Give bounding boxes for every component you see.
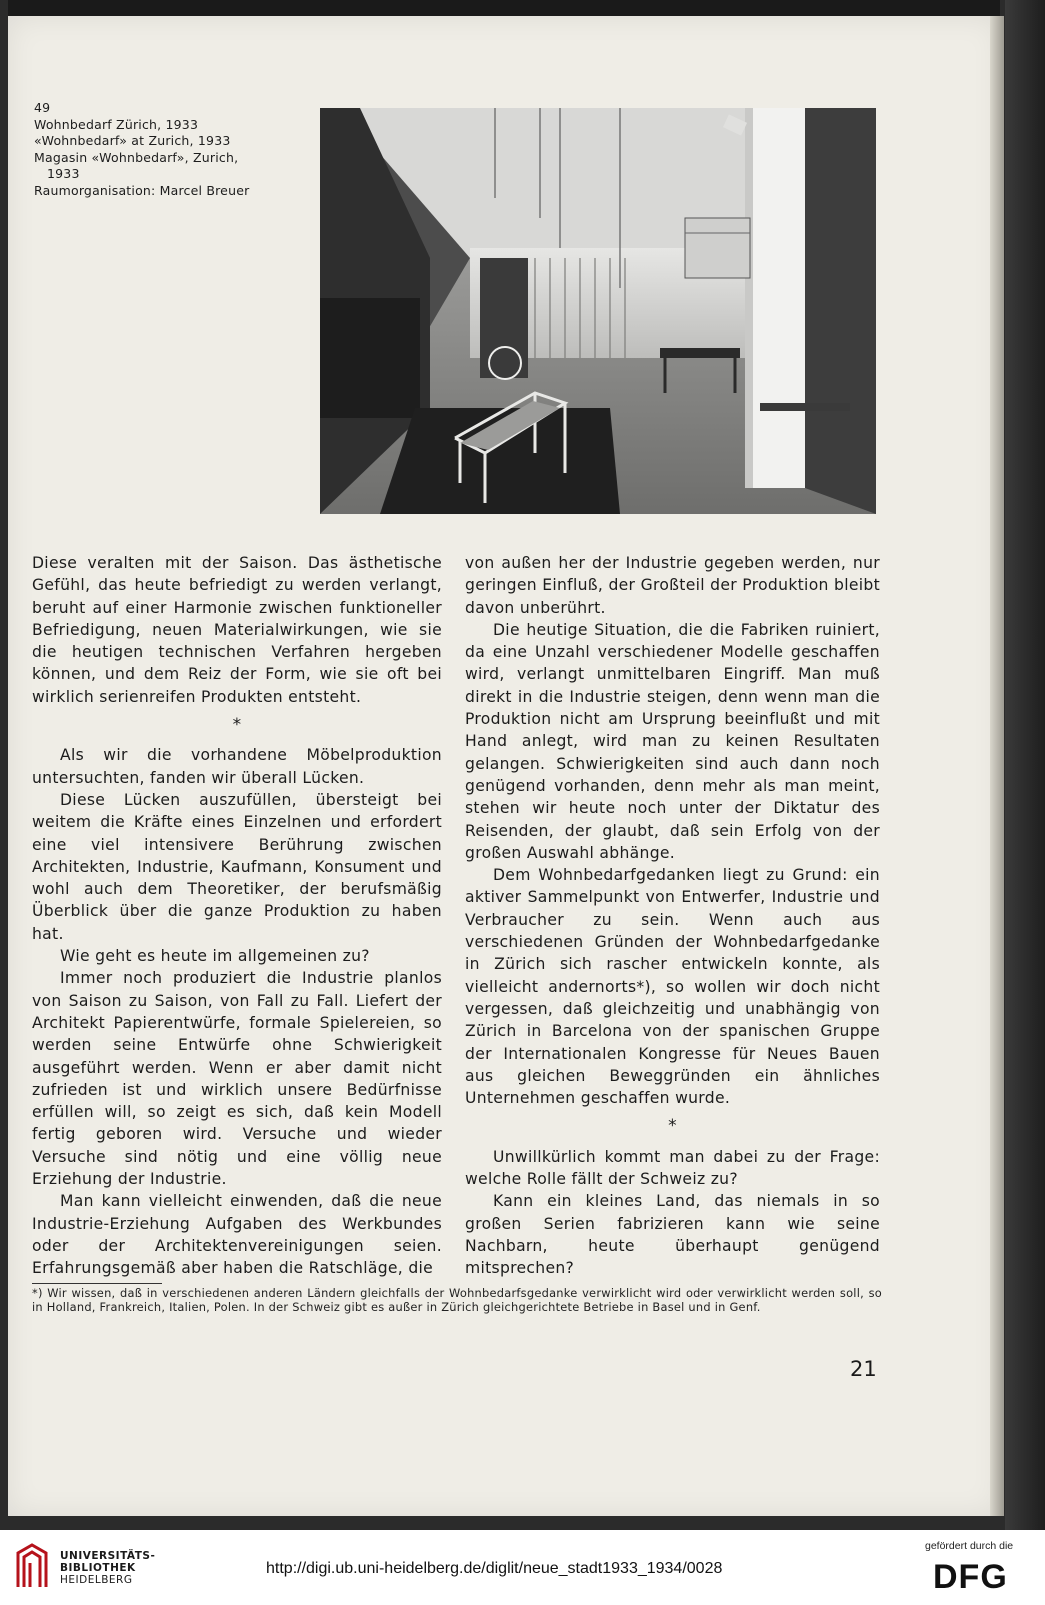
paragraph: Man kann vielleicht einwenden, daß die neue Industrie-Erziehung Aufgaben des Werkbundes oder der Architektenvereinigungen seien. Erfahrungsgemäß aber haben die Ratschläge, die xyxy=(32,1192,442,1278)
paragraph: von außen her der Industrie gegeben werden, nur geringen Einfluß, der Großteil der Produktion bleibt davon unberührt. xyxy=(465,554,880,617)
showroom-photo xyxy=(320,108,876,514)
figure-number: 49 xyxy=(34,100,51,115)
funded-by-label: gefördert durch die xyxy=(925,1540,1014,1552)
library-name xyxy=(60,1550,155,1586)
library-name-line: UNIVERSITÄTS- xyxy=(60,1550,156,1562)
paragraph: Wie geht es heute im allgemeinen zu? xyxy=(60,947,370,966)
showroom-photo-illustration xyxy=(320,108,876,514)
page-number: 21 xyxy=(850,1357,877,1381)
paragraph: Dem Wohnbedarfgedanken liegt zu Grund: ein aktiver Sammelpunkt von Entwerfer, Industrie und Verbraucher zu sein. Wenn auch aus verschiedenen Gründen der Wohnbedarfgedanke in Zürich sich rascher entwickeln konnte, als vielleicht andernorts*), so wollen wir doch nicht vergessen, daß gleichzeitig und unabhängig von Zürich in Barcelona von der spanischen Gruppe der Internationalen Kongresse für Neues Bauen aus gleichen Beweggründen ein ähnliches Unternehmen geschaffen wurde. xyxy=(465,866,880,1108)
paragraph: Kann ein kleines Land, das niemals in so großen Serien fabrizieren kann wie seine Nachbarn, heute überhaupt genügend mitsprechen? xyxy=(465,1192,880,1278)
page-edge xyxy=(990,16,1004,1516)
figure-caption xyxy=(34,100,304,199)
paragraph: Diese veralten mit der Saison. Das ästhetische Gefühl, das heute befriedigt zu werden verlangt, beruht auf einer Harmonie zwischen funktioneller Befriedigung, neuen Materialwirkungen, wie sie die heutigen technischen Verfahren hergeben können, und dem Reiz der Form, wie sie oft bei wirklich serienreifen Produkten entsteht. xyxy=(32,554,442,706)
paragraph: Diese Lücken auszufüllen, übersteigt bei weitem die Kräfte eines Einzelnen und erfordert eine viel intensivere Berührung zwischen Architekten, Industrie, Kaufmann, Konsument und wohl auch dem Theoretiker, der berufsmäßig Überblick über die ganze Produktion zu haben hat. xyxy=(32,790,442,943)
library-name-line: HEIDELBERG xyxy=(60,1574,133,1586)
text-column-left xyxy=(32,552,442,1280)
footnote: *) Wir wissen, daß in verschiedenen anderen Ländern gleichfalls der Wohnbedarfsgedanke verwirklicht wird oder verwirklicht werden soll, so in Holland, Frankreich, Italien, Polen. In der Schweiz gibt es außer in Zürich gleichgerichtete Betriebe in Basel und in Genf. xyxy=(32,1286,882,1314)
paragraph: Immer noch produziert die Industrie planlos von Saison zu Saison, von Fall zu Fall. Liefert der Architekt Papierentwürfe, formale Spielereien, so werden seine Entwürfe ohne Schwierigkeit ausgeführt werden. Wenn er aber damit nicht zufrieden ist und wirklich unsere Bedürfnisse erfüllen will, so zeigt es sich, daß kein Modell fertig geboren wird. Versuche und wieder Versuche sind nötig und eine völlig neue Erziehung der Industrie. xyxy=(32,969,442,1189)
caption-line: Raumorganisation: Marcel Breuer xyxy=(34,182,250,198)
footnote-rule xyxy=(32,1283,162,1284)
scan-top-border xyxy=(8,0,1000,16)
dfg-logo: DFG xyxy=(933,1558,1008,1596)
caption-line: «Wohnbedarf» at Zurich, 1933 xyxy=(34,133,231,148)
section-divider: * xyxy=(232,715,242,736)
paragraph: Unwillkürlich kommt man dabei zu der Frage: welche Rolle fällt der Schweiz zu? xyxy=(465,1147,880,1189)
caption-line: Magasin «Wohnbedarf», Zurich, xyxy=(34,149,239,165)
paragraph: Die heutige Situation, die die Fabriken ruiniert, da eine Unzahl verschiedener Modelle geschaffen wird, verlangt unmittelbaren Eingriff. Man muß direkt in die Industrie steigen, denn wenn man die Produktion nicht am Ursprung beeinflußt und mit Hand anlegt, wird man zu keinen Resultaten gelangen. Schwierigkeiten sind auch dann noch genügend vorhanden, denn mehr als man meint, stehen wir heute noch unter der Diktatur des Reisenden, der glaubt, daß sein Erfolg von der großen Auswahl abhänge. xyxy=(465,620,880,862)
source-url-link[interactable]: http://digi.ub.uni-heidelberg.de/diglit/neue_stadt1933_1934/0028 xyxy=(266,1560,723,1577)
caption-line: Wohnbedarf Zürich, 1933 xyxy=(34,116,199,132)
text-column-right xyxy=(465,552,880,1280)
caption-line: 1933 xyxy=(47,166,80,181)
paragraph: Als wir die vorhandene Möbelproduktion untersuchten, fanden wir überall Lücken. xyxy=(32,746,442,787)
library-logo-icon xyxy=(14,1543,50,1589)
library-name-line: BIBLIOTHEK xyxy=(60,1562,136,1574)
section-divider: * xyxy=(668,1116,677,1137)
scan-background xyxy=(1005,0,1045,1530)
